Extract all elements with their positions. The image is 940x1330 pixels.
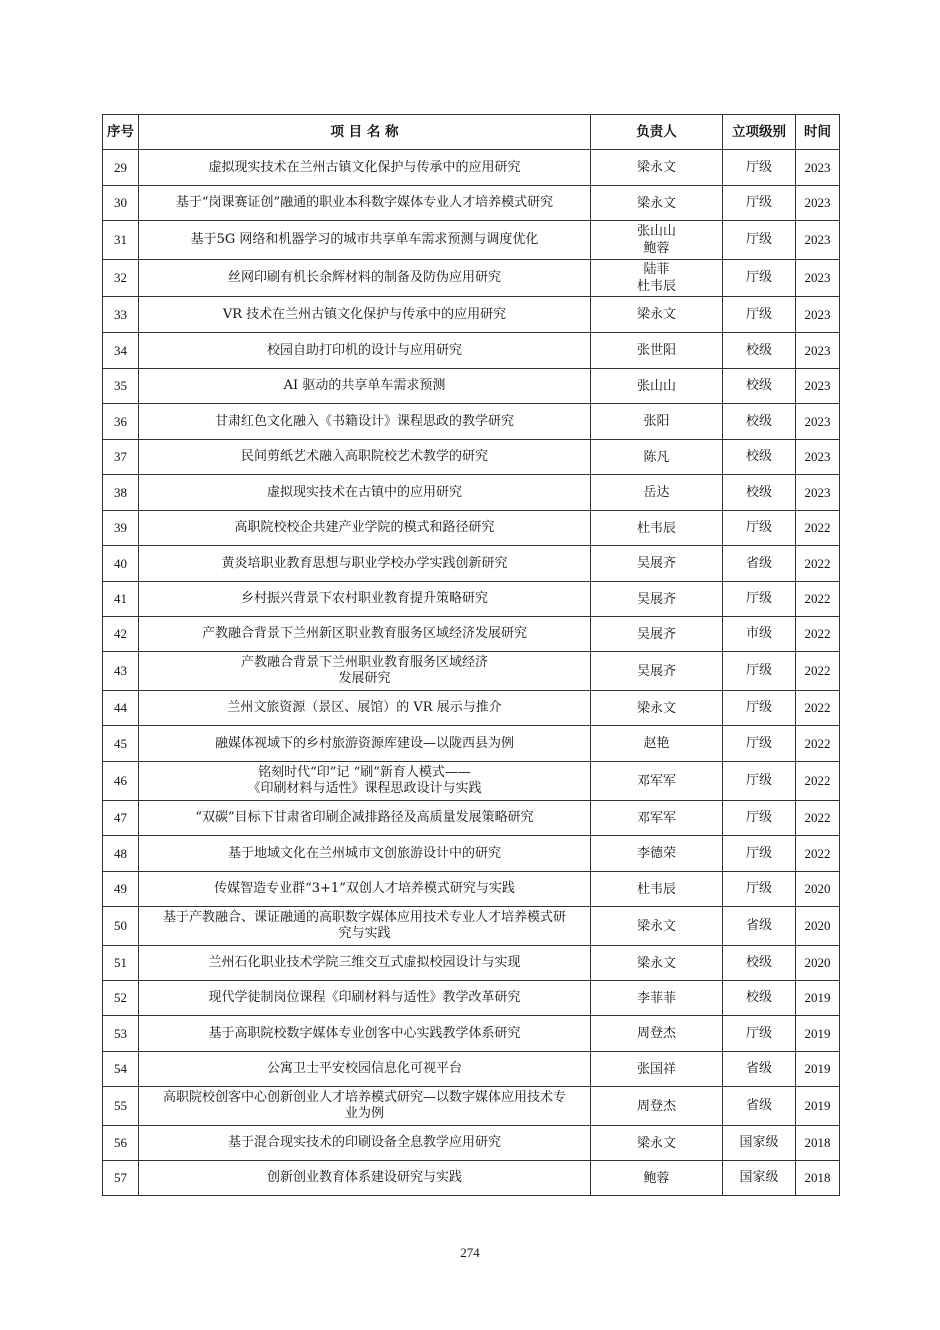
cell-project-name — [139, 691, 591, 726]
cell-year: 2023 — [796, 475, 840, 511]
cell-no: 43 — [103, 652, 139, 691]
cell-project-name — [139, 872, 591, 907]
person-name: 吴展齐 — [636, 556, 676, 571]
cell-project-name — [139, 186, 591, 221]
project-name-line: 传媒智造专业群“3+1”双创人才培养模式研究与实践 — [214, 881, 515, 896]
cell-year: 2018 — [796, 1126, 840, 1161]
person-name: 梁永文 — [636, 700, 676, 716]
project-name-line: 高职院校创客中心创新创业人才培养模式研究—以数字媒体应用技术专 — [162, 1090, 566, 1105]
table-row — [103, 726, 840, 762]
table-row — [103, 801, 840, 836]
header-name: 项 目 名 称 — [139, 115, 591, 150]
cell-level: 国家级 — [723, 1161, 796, 1196]
person-name: 梁永文 — [636, 918, 676, 934]
cell-project-name — [139, 801, 591, 836]
person-name: 陈凡 — [643, 449, 670, 465]
cell-level: 厅级 — [723, 872, 796, 907]
cell-year: 2020 — [796, 872, 840, 907]
project-name-line: 铭刻时代“印”记 “刷”新育人模式—— — [258, 765, 471, 780]
cell-project-name — [139, 981, 591, 1016]
cell-year: 2022 — [796, 582, 840, 617]
cell-no: 47 — [103, 801, 139, 836]
cell-person — [591, 872, 723, 907]
table-row — [103, 1161, 840, 1196]
person-name: 梁永文 — [636, 195, 676, 211]
cell-no: 35 — [103, 369, 139, 404]
cell-level: 厅级 — [723, 297, 796, 333]
cell-no: 51 — [103, 946, 139, 981]
cell-project-name — [139, 946, 591, 981]
person-name: 周登杰 — [636, 1098, 676, 1114]
cell-person — [591, 836, 723, 872]
cell-person — [591, 404, 723, 440]
cell-year: 2023 — [796, 150, 840, 186]
cell-person — [591, 369, 723, 404]
table-row — [103, 1126, 840, 1161]
cell-person — [591, 582, 723, 617]
cell-year: 2022 — [796, 617, 840, 652]
person-name: 杜韦辰 — [636, 520, 676, 536]
cell-no: 50 — [103, 907, 139, 946]
cell-person — [591, 652, 723, 691]
cell-person — [591, 907, 723, 946]
cell-year: 2023 — [796, 369, 840, 404]
table-row — [103, 981, 840, 1016]
person-name: 岳达 — [643, 485, 670, 500]
cell-year: 2023 — [796, 186, 840, 221]
cell-no: 56 — [103, 1126, 139, 1161]
table-row — [103, 475, 840, 511]
cell-year: 2022 — [796, 762, 840, 801]
cell-year: 2023 — [796, 221, 840, 260]
table-row — [103, 150, 840, 186]
cell-project-name — [139, 440, 591, 475]
cell-year: 2019 — [796, 1052, 840, 1087]
project-name-line: VR 技术在兰州古镇文化保护与传承中的应用研究 — [222, 306, 507, 322]
cell-no: 42 — [103, 617, 139, 652]
cell-project-name — [139, 260, 591, 297]
cell-level: 厅级 — [723, 726, 796, 762]
cell-level: 校级 — [723, 333, 796, 369]
cell-person — [591, 617, 723, 652]
cell-project-name — [139, 546, 591, 582]
cell-no: 49 — [103, 872, 139, 907]
project-name-line: 兰州石化职业技术学院三维交互式虚拟校园设计与实现 — [208, 955, 521, 970]
table-row — [103, 762, 840, 801]
cell-person — [591, 1052, 723, 1087]
cell-level: 厅级 — [723, 1016, 796, 1052]
cell-project-name — [139, 652, 591, 691]
header-level: 立项级别 — [723, 115, 796, 150]
cell-year: 2018 — [796, 1161, 840, 1196]
cell-person — [591, 150, 723, 186]
cell-level: 校级 — [723, 404, 796, 440]
person-name: 鲍蓉 — [643, 241, 670, 256]
cell-no: 39 — [103, 511, 139, 546]
person-name: 吴展齐 — [636, 626, 676, 642]
project-name-line: 基于“岗课赛证创”融通的职业本科数字媒体专业人才培养模式研究 — [175, 195, 554, 210]
table-header-row — [103, 115, 840, 150]
cell-no: 48 — [103, 836, 139, 872]
page-number: 274 — [460, 1245, 480, 1260]
cell-level: 厅级 — [723, 652, 796, 691]
cell-year: 2022 — [796, 691, 840, 726]
person-name: 鲍蓉 — [643, 1170, 670, 1186]
cell-year: 2019 — [796, 981, 840, 1016]
cell-no: 34 — [103, 333, 139, 369]
cell-no: 44 — [103, 691, 139, 726]
person-name: 张国祥 — [636, 1061, 676, 1077]
person-name: 张阳 — [643, 414, 670, 429]
cell-project-name — [139, 1087, 591, 1126]
cell-level: 校级 — [723, 440, 796, 475]
cell-project-name — [139, 511, 591, 546]
cell-year: 2022 — [796, 801, 840, 836]
cell-year: 2019 — [796, 1016, 840, 1052]
table-row — [103, 907, 840, 946]
person-name: 梁永文 — [636, 160, 676, 175]
project-name-line: 丝网印刷有机长余辉材料的制备及防伪应用研究 — [227, 270, 501, 285]
table-row — [103, 582, 840, 617]
cell-no: 33 — [103, 297, 139, 333]
cell-year: 2023 — [796, 333, 840, 369]
cell-person — [591, 221, 723, 260]
cell-year: 2022 — [796, 511, 840, 546]
project-name-line: 产教融合背景下兰州新区职业教育服务区域经济发展研究 — [201, 626, 527, 641]
header-year: 时间 — [796, 115, 840, 150]
table-row — [103, 1016, 840, 1052]
cell-person — [591, 1087, 723, 1126]
cell-person — [591, 511, 723, 546]
cell-level: 厅级 — [723, 762, 796, 801]
cell-no: 52 — [103, 981, 139, 1016]
cell-person — [591, 186, 723, 221]
project-name-line: 基于5G 网络和机器学习的城市共享单车需求预测与调度优化 — [190, 232, 539, 247]
cell-level: 省级 — [723, 546, 796, 582]
cell-year: 2022 — [796, 652, 840, 691]
cell-project-name — [139, 1161, 591, 1196]
table-row — [103, 617, 840, 652]
cell-no: 45 — [103, 726, 139, 762]
cell-person — [591, 762, 723, 801]
table-row — [103, 546, 840, 582]
cell-level: 厅级 — [723, 221, 796, 260]
cell-person — [591, 1126, 723, 1161]
cell-year: 2020 — [796, 907, 840, 946]
person-name: 张世阳 — [636, 343, 676, 358]
project-name-line: 兰州文旅资源（景区、展馆）的 VR 展示与推介 — [227, 700, 502, 715]
cell-project-name — [139, 475, 591, 511]
table-row — [103, 333, 840, 369]
table-row — [103, 511, 840, 546]
cell-person — [591, 946, 723, 981]
cell-level: 校级 — [723, 946, 796, 981]
table-row — [103, 404, 840, 440]
cell-level: 厅级 — [723, 836, 796, 872]
person-name: 张山山 — [636, 224, 676, 239]
cell-person — [591, 1161, 723, 1196]
cell-project-name — [139, 836, 591, 872]
person-name: 梁永文 — [636, 307, 676, 322]
project-name-line: 乡村振兴背景下农村职业教育提升策略研究 — [240, 591, 488, 606]
person-name: 赵艳 — [643, 736, 670, 751]
project-name-line: 基于混合现实技术的印刷设备全息教学应用研究 — [227, 1135, 501, 1150]
cell-no: 29 — [103, 150, 139, 186]
cell-year: 2019 — [796, 1087, 840, 1126]
projects-table — [102, 114, 840, 1196]
cell-person — [591, 691, 723, 726]
project-name-line: 甘肃红色文化融入《书籍设计》课程思政的教学研究 — [214, 413, 514, 429]
person-name: 周登杰 — [636, 1026, 676, 1041]
person-name: 张山山 — [636, 378, 676, 394]
table-row — [103, 1052, 840, 1087]
project-name-line: 融媒体视域下的乡村旅游资源库建设—以陇西县为例 — [214, 735, 514, 751]
project-name-line: 校园自助打印机的设计与应用研究 — [266, 342, 462, 358]
cell-no: 57 — [103, 1161, 139, 1196]
cell-no: 54 — [103, 1052, 139, 1087]
table-row — [103, 836, 840, 872]
cell-level: 校级 — [723, 475, 796, 511]
table-row — [103, 260, 840, 297]
cell-level: 厅级 — [723, 260, 796, 297]
cell-no: 31 — [103, 221, 139, 260]
cell-level: 校级 — [723, 369, 796, 404]
project-name-line: 民间剪纸艺术融入高职院校艺术教学的研究 — [240, 449, 488, 464]
cell-level: 省级 — [723, 907, 796, 946]
table-row — [103, 440, 840, 475]
cell-project-name — [139, 297, 591, 333]
table-row — [103, 297, 840, 333]
project-name-line: 基于地域文化在兰州城市文创旅游设计中的研究 — [227, 845, 501, 861]
project-name-line: 业为例 — [344, 1106, 384, 1121]
project-name-line: AI 驱动的共享单车需求预测 — [283, 378, 446, 393]
person-name: 杜韦辰 — [636, 279, 676, 294]
cell-no: 36 — [103, 404, 139, 440]
cell-project-name — [139, 369, 591, 404]
cell-no: 32 — [103, 260, 139, 297]
cell-level: 厅级 — [723, 511, 796, 546]
project-name-line: 公寓卫士平安校园信息化可视平台 — [266, 1061, 462, 1076]
table-body — [103, 150, 840, 1196]
project-name-line: 产教融合背景下兰州职业教育服务区域经济 — [240, 655, 488, 670]
project-name-line: 黄炎培职业教育思想与职业学校办学实践创新研究 — [221, 555, 508, 571]
cell-project-name — [139, 1052, 591, 1087]
cell-person — [591, 726, 723, 762]
cell-person — [591, 333, 723, 369]
project-name-line: 基于高职院校数字媒体专业创客中心实践教学体系研究 — [208, 1025, 521, 1041]
header-no: 序号 — [103, 115, 139, 150]
cell-level: 省级 — [723, 1087, 796, 1126]
cell-project-name — [139, 617, 591, 652]
person-name: 梁永文 — [636, 955, 676, 971]
person-name: 邓军军 — [636, 810, 676, 826]
cell-person — [591, 981, 723, 1016]
cell-level: 市级 — [723, 617, 796, 652]
cell-no: 53 — [103, 1016, 139, 1052]
cell-person — [591, 260, 723, 297]
cell-project-name — [139, 582, 591, 617]
project-name-line: 《印刷材料与适性》课程思政设计与实践 — [247, 781, 482, 796]
cell-year: 2022 — [796, 726, 840, 762]
person-name: 吴展齐 — [636, 663, 676, 679]
person-name: 邓军军 — [636, 773, 676, 789]
cell-level: 厅级 — [723, 186, 796, 221]
cell-year: 2023 — [796, 297, 840, 333]
cell-level: 国家级 — [723, 1126, 796, 1161]
table-row — [103, 369, 840, 404]
cell-level: 厅级 — [723, 582, 796, 617]
cell-no: 30 — [103, 186, 139, 221]
project-name-line: 高职院校校企共建产业学院的模式和路径研究 — [234, 520, 495, 535]
table-row — [103, 652, 840, 691]
cell-year: 2023 — [796, 404, 840, 440]
cell-year: 2023 — [796, 260, 840, 297]
cell-no: 40 — [103, 546, 139, 582]
cell-level: 校级 — [723, 981, 796, 1016]
cell-level: 厅级 — [723, 801, 796, 836]
cell-project-name — [139, 1126, 591, 1161]
cell-project-name — [139, 333, 591, 369]
person-name: 李菲菲 — [636, 990, 676, 1006]
person-name: 梁永文 — [636, 1135, 676, 1151]
table-row — [103, 946, 840, 981]
cell-person — [591, 801, 723, 836]
project-name-line: 基于产教融合、课证融通的高职数字媒体应用技术专业人才培养模式研 — [162, 910, 566, 925]
cell-person — [591, 1016, 723, 1052]
cell-level: 厅级 — [723, 691, 796, 726]
header-person: 负责人 — [591, 115, 723, 150]
table-row — [103, 872, 840, 907]
cell-person — [591, 297, 723, 333]
cell-person — [591, 546, 723, 582]
cell-project-name — [139, 150, 591, 186]
cell-no: 37 — [103, 440, 139, 475]
cell-project-name — [139, 1016, 591, 1052]
cell-level: 厅级 — [723, 150, 796, 186]
cell-no: 46 — [103, 762, 139, 801]
table-row — [103, 691, 840, 726]
project-name-line: 虚拟现实技术在古镇中的应用研究 — [266, 484, 462, 500]
cell-project-name — [139, 907, 591, 946]
cell-year: 2023 — [796, 440, 840, 475]
cell-person — [591, 440, 723, 475]
cell-no: 38 — [103, 475, 139, 511]
cell-person — [591, 475, 723, 511]
cell-year: 2020 — [796, 946, 840, 981]
person-name: 杜韦辰 — [636, 881, 676, 897]
person-name: 陆菲 — [643, 262, 670, 277]
cell-no: 41 — [103, 582, 139, 617]
project-name-line: 发展研究 — [338, 671, 391, 686]
table-row — [103, 186, 840, 221]
project-name-line: 虚拟现实技术在兰州古镇文化保护与传承中的应用研究 — [208, 159, 521, 175]
table-row — [103, 1087, 840, 1126]
cell-project-name — [139, 726, 591, 762]
project-name-line: “双碳”目标下甘肃省印刷企减排路径及高质量发展策略研究 — [195, 810, 534, 825]
project-name-line: 创新创业教育体系建设研究与实践 — [266, 1170, 462, 1185]
cell-year: 2022 — [796, 836, 840, 872]
cell-project-name — [139, 762, 591, 801]
cell-no: 55 — [103, 1087, 139, 1126]
cell-level: 省级 — [723, 1052, 796, 1087]
table-row — [103, 221, 840, 260]
person-name: 李德荣 — [636, 846, 676, 861]
cell-year: 2022 — [796, 546, 840, 582]
person-name: 吴展齐 — [636, 591, 676, 607]
cell-project-name — [139, 404, 591, 440]
cell-project-name — [139, 221, 591, 260]
project-name-line: 现代学徒制岗位课程《印刷材料与适性》教学改革研究 — [208, 990, 521, 1005]
project-name-line: 究与实践 — [338, 926, 391, 941]
